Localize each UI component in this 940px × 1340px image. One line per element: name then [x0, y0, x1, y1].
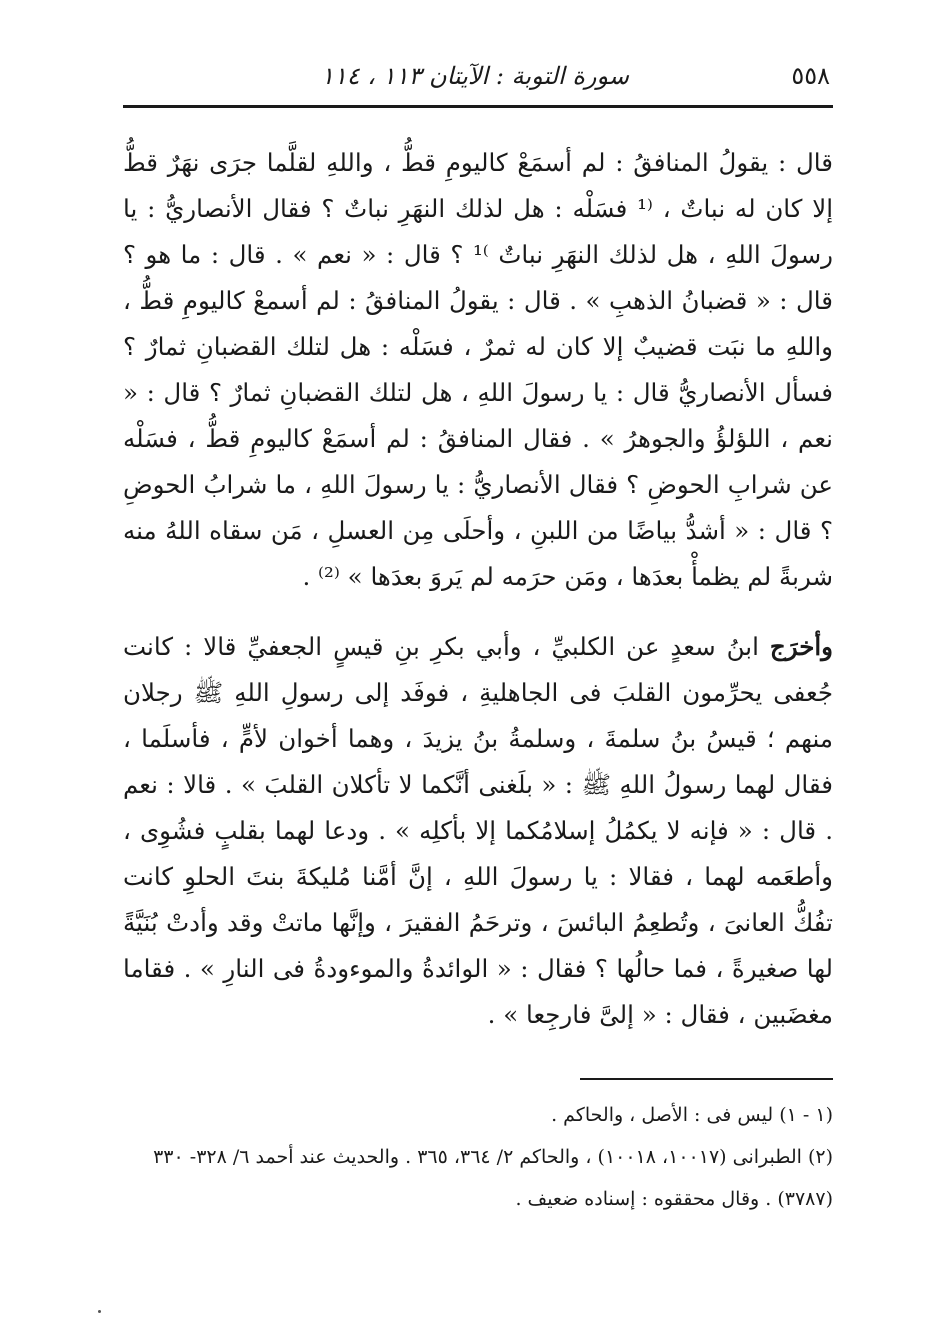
page-header	[120, 62, 830, 94]
main-text	[123, 140, 833, 1038]
paragraph-1: قال : يقولُ المنافقُ : لم أسمَعْ كاليومِ قطُّ ، واللهِ لقلَّما جرَى نهَرٌ قطُّ إلا كان له نباتٌ ، ⁽¹ فسَلْه : هل لذلك النهَرِ نباتٌ ؟ فقال الأنصاريُّ : يا رسولَ اللهِ ، هل لذلك النهَرِ نباتٌ ⁾¹ ؟ قال : « نعم » . قال : ما هو ؟ قال : « قضبانُ الذهبِ » . قال : يقولُ المنافقُ : لم أسمعْ كاليومِ قطُّ ، واللهِ ما نبَت قضيبٌ إلا كان له ثمرٌ ، فسَلْه : هل لتلك القضبانِ ثمارٌ ؟ فسأل الأنصاريُّ قال : يا رسولَ اللهِ ، هل لتلك القضبانِ ثمارٌ ؟ قال : « نعم ، اللؤلؤُ والجوهرُ » . فقال المنافقُ : لم أسمَعْ كاليومِ قطُّ ، فسَلْه عن شرابِ الحوضِ ؟ فقال الأنصاريُّ : يا رسولَ اللهِ ، ما شرابُ الحوضِ ؟ قال : « أشدُّ بياضًا من اللبنِ ، وأحلَى مِن العسلِ ، مَن سقاه اللهُ منه شربةً لم يظمأْ بعدَها ، ومَن حرَمه لم يَروَ بعدَها » ⁽²⁾ .	[123, 148, 834, 591]
paragraph-2	[123, 624, 833, 1038]
footnote-1: (١ - ١) ليس فى : الأصل ، والحاكم .	[551, 1104, 833, 1126]
page-number: ٥٥٨	[791, 62, 830, 90]
footnote-divider	[580, 1078, 833, 1080]
running-title: سورة التوبة : الآيتان ١١٣ ، ١١٤	[320, 62, 629, 90]
footnotes	[123, 1094, 833, 1220]
footnote-2: (٢) الطبرانى (١٠٠١٧، ١٠٠١٨) ، والحاكم ٢/ ٣٦٤، ٣٦٥ . والحديث عند أحمد ٦/ ٣٢٨- ٣٣٠ (٣٧٨٧) . وقال محققوه : إسناده ضعيف .	[153, 1146, 833, 1210]
margin-speck	[98, 1310, 101, 1313]
header-divider	[123, 105, 833, 108]
paragraph-2-lead-word: وأخرَج	[769, 632, 833, 661]
paragraph-2-text: ابنُ سعدٍ عن الكلبيِّ ، وأبي بكرِ بنِ قيسٍ الجعفيِّ قالا : كانت جُعفى يحرِّمون القلبَ فى الجاهليةِ ، فوفَد إلى رسولِ اللهِ ﷺ رجلان منهم ؛ قيسُ بنُ سلمةَ ، وسلمةُ بنُ يزيدَ ، وهما أخوان لأمٍّ ، فأسلَما ، فقال لهما رسولُ اللهِ ﷺ : « بلَغنى أنَّكما لا تأكلان القلبَ » . قالا : نعم . قال : « فإنه لا يكمُلُ إسلامُكما إلا بأكلِه » . ودعا لهما بقلبٍ فشُوِى ، وأطعَمه لهما ، فقالا : يا رسولَ اللهِ ، إنَّ أمَّنا مُليكةَ بنتَ الحلوِ كانت تفُكُّ العانىَ ، وتُطعِمُ البائسَ ، وترحَمُ الفقيرَ ، وإنَّها ماتتْ وقد وأدتْ بُنَيَّةً لها صغيرةً ، فما حالُها ؟ فقال : « الوائدةُ والموءودةُ فى النارِ » . فقاما مغضَبين ، فقال : « إلىَّ فارجِعا » .	[123, 632, 833, 1029]
